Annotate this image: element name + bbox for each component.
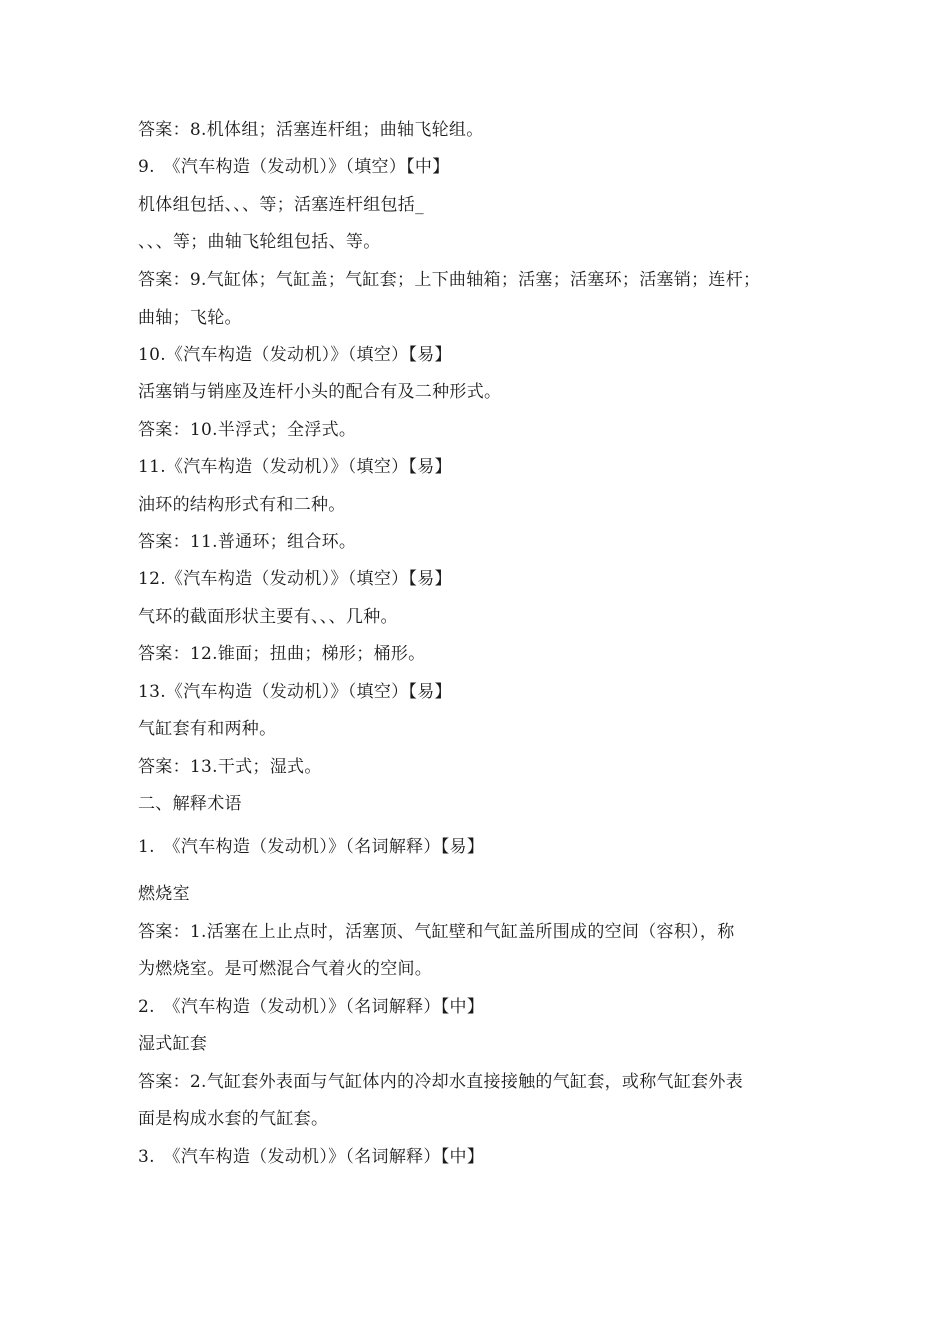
question-header: 11.《汽车构造（发动机）》（填空）【易】 <box>138 457 452 477</box>
answer-line: 曲轴；飞轮。 <box>138 308 242 328</box>
question-header: 3. 《汽车构造（发动机）》（名词解释）【中】 <box>138 1147 485 1167</box>
question-text: 气环的截面形状主要有、、、几种。 <box>138 607 398 627</box>
answer-line: 答案：10.半浮式；全浮式。 <box>138 420 357 440</box>
question-header: 1. 《汽车构造（发动机）》（名词解释）【易】 <box>138 837 485 857</box>
answer-line: 答案：1.活塞在上止点时，活塞顶、气缸壁和气缸盖所围成的空间（容积），称 <box>138 922 735 942</box>
question-header: 13.《汽车构造（发动机）》（填空）【易】 <box>138 682 452 702</box>
answer-line: 答案：12.锥面；扭曲；梯形；桶形。 <box>138 644 426 664</box>
question-text: 机体组包括、、、等；活塞连杆组包括_ <box>138 195 424 215</box>
question-text: 气缸套有和两种。 <box>138 719 277 739</box>
question-header: 10.《汽车构造（发动机）》（填空）【易】 <box>138 345 452 365</box>
answer-line: 为燃烧室。是可燃混合气着火的空间。 <box>138 959 433 979</box>
question-text: 油环的结构形式有和二种。 <box>138 495 346 515</box>
answer-line: 答案：13.干式；湿式。 <box>138 757 322 777</box>
answer-line: 答案：11.普通环；组合环。 <box>138 532 357 552</box>
answer-line: 面是构成水套的气缸套。 <box>138 1109 329 1129</box>
answer-line: 答案：9.气缸体；气缸盖；气缸套；上下曲轴箱；活塞；活塞环；活塞销；连杆； <box>138 270 761 290</box>
question-header: 2. 《汽车构造（发动机）》（名词解释）【中】 <box>138 997 485 1017</box>
answer-line: 答案：8.机体组；活塞连杆组；曲轴飞轮组。 <box>138 120 484 140</box>
answer-line: 答案：2.气缸套外表面与气缸体内的冷却水直接接触的气缸套，或称气缸套外表 <box>138 1072 744 1092</box>
question-header: 12.《汽车构造（发动机）》（填空）【易】 <box>138 569 452 589</box>
question-text: 、、、等；曲轴飞轮组包括、等。 <box>138 232 381 252</box>
question-text: 活塞销与销座及连杆小头的配合有及二种形式。 <box>138 382 502 402</box>
question-header: 9. 《汽车构造（发动机）》（填空）【中】 <box>138 157 450 177</box>
term-title: 燃烧室 <box>138 884 190 904</box>
term-title: 湿式缸套 <box>138 1034 208 1054</box>
section-heading: 二、解释术语 <box>138 794 242 814</box>
